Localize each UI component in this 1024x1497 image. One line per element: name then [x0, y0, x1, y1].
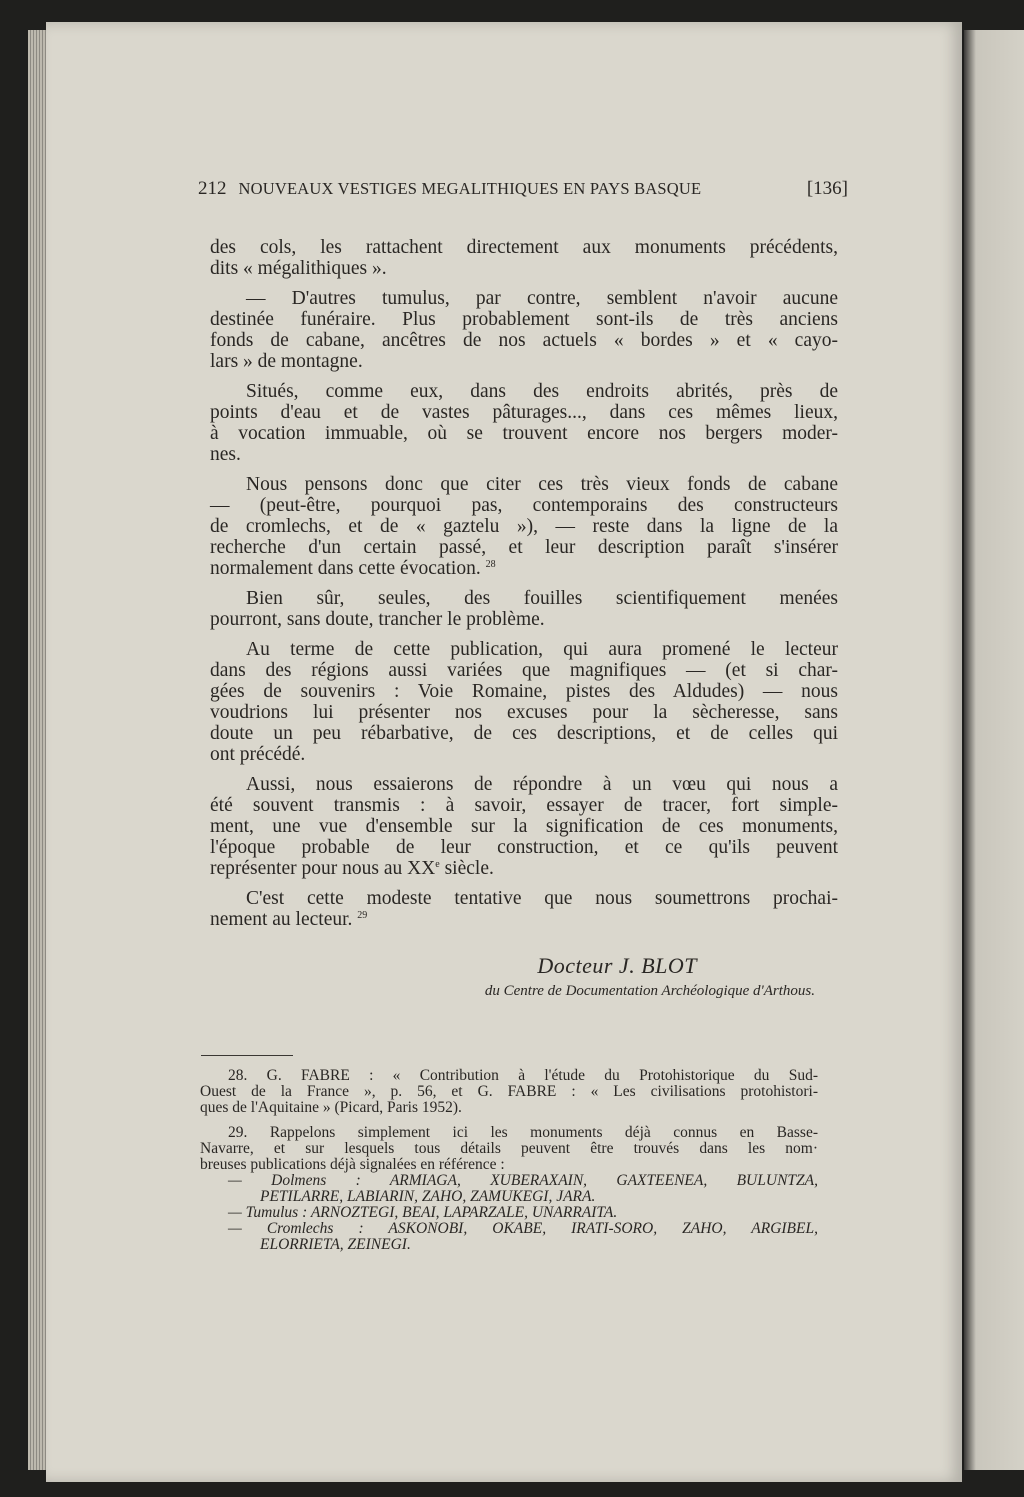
text-segment: nement au lecteur.: [210, 909, 358, 930]
paragraph: [210, 774, 838, 879]
footnotes: [200, 1068, 818, 1262]
footnote-line: 28. G. FABRE : « Contribution à l'étude du Protohistorique du Sud-: [228, 1067, 818, 1084]
text-segment: siècle.: [439, 858, 494, 879]
text-line: [210, 774, 838, 795]
text-segment: dits « mégalithiques ».: [210, 258, 387, 279]
text-line: [210, 474, 838, 495]
paragraph: [210, 639, 838, 765]
text-segment: destinée funéraire. Plus probablement sont-ils de très anciens: [210, 309, 838, 330]
text-segment: recherche d'un certain passé, et leur description paraît s'insérer: [210, 537, 838, 558]
text-line: [210, 888, 838, 909]
author-affiliation: du Centre de Documentation Archéologique d'Arthous.: [484, 983, 815, 999]
footnote-reference: e: [435, 859, 440, 870]
text-segment: à vocation immuable, où se trouvent encore nos bergers moder-: [210, 423, 838, 444]
text-segment: pourront, sans doute, trancher le problème.: [210, 609, 545, 630]
section-number: [136]: [806, 178, 848, 199]
paragraph: [210, 288, 838, 372]
paragraph: [210, 381, 838, 465]
footnote-line: ques de l'Aquitaine » (Picard, Paris 1952).: [200, 1099, 462, 1116]
text-line: [210, 288, 838, 309]
text-segment: voudrions lui présenter nos excuses pour la sècheresse, sans: [210, 702, 838, 723]
text-segment: représenter pour nous au XX: [210, 858, 436, 879]
footnote-line: ELORRIETA, ZEINEGI.: [260, 1236, 411, 1253]
footnote-line: Navarre, et sur lesquels tous détails peuvent être trouvés dans les nom·: [200, 1140, 818, 1157]
text-segment: des cols, les rattachent directement aux monuments précédents,: [210, 237, 838, 258]
page-stack-edges: [28, 30, 48, 1470]
facing-page-edge: [964, 30, 1024, 1470]
text-line: [210, 723, 838, 744]
text-segment: Situés, comme eux, dans des endroits abrités, près de: [246, 381, 838, 402]
text-segment: fonds de cabane, ancêtres de nos actuels « bordes » et « cayo-: [210, 330, 838, 351]
page-number: 212: [198, 178, 227, 199]
text-segment: été souvent transmis : à savoir, essayer de tracer, fort simple-: [210, 795, 838, 816]
text-line: [210, 909, 838, 930]
text-line: [210, 639, 838, 660]
text-line: [210, 858, 838, 879]
text-line: [210, 837, 838, 858]
paragraph: [210, 474, 838, 579]
text-segment: nes.: [210, 444, 241, 465]
footnote-line: breuses publications déjà signalées en référence :: [200, 1156, 505, 1173]
text-line: [210, 444, 838, 465]
text-segment: ment, une vue d'ensemble sur la signification de ces monuments,: [210, 816, 838, 837]
paragraph: [210, 237, 838, 279]
text-segment: gées de souvenirs : Voie Romaine, pistes des Aldudes) — nous: [210, 681, 838, 702]
text-segment: C'est cette modeste tentative que nous soumettrons prochai-: [246, 888, 838, 909]
text-line: [210, 558, 838, 579]
text-line: [210, 537, 838, 558]
text-segment: Nous pensons donc que citer ces très vieux fonds de cabane: [246, 474, 838, 495]
text-segment: Aussi, nous essaierons de répondre à un vœu qui nous a: [246, 774, 838, 795]
text-segment: de cromlechs, et de « gaztelu »), — reste dans la ligne de la: [210, 516, 838, 537]
text-line: [210, 258, 838, 279]
footnote-line: PETILARRE, LABIARIN, ZAHO, ZAMUKEGI, JARA.: [260, 1188, 596, 1205]
text-segment: lars » de montagne.: [210, 351, 363, 372]
text-segment: normalement dans cette évocation.: [210, 558, 486, 579]
text-line: [210, 237, 838, 258]
text-segment: l'époque probable de leur construction, et ce qu'ils peuvent: [210, 837, 838, 858]
footnote-line: — Cromlechs : ASKONOBI, OKABE, IRATI-SORO, ZAHO, ARGIBEL,: [228, 1220, 818, 1237]
footnote-separator: [201, 1055, 293, 1056]
text-segment: — D'autres tumulus, par contre, semblent n'avoir aucune: [246, 288, 838, 309]
text-line: [210, 681, 838, 702]
footnote: [200, 1068, 818, 1116]
text-segment: doute un peu rébarbative, de ces descriptions, et de celles qui: [210, 723, 838, 744]
author-name: Docteur J. BLOT: [537, 953, 697, 978]
text-line: [210, 309, 838, 330]
text-line: [210, 495, 838, 516]
footnote-reference: 28: [485, 559, 496, 570]
footnote-line: 29. Rappelons simplement ici les monuments déjà connus en Basse-: [228, 1124, 818, 1141]
text-line: [210, 402, 838, 423]
main-text: [210, 237, 838, 939]
footnote-reference: 29: [357, 910, 368, 921]
text-line: [210, 816, 838, 837]
text-line: [210, 351, 838, 372]
footnote: [200, 1125, 818, 1253]
running-title: NOUVEAUX VESTIGES MEGALITHIQUES EN PAYS BASQUE: [238, 179, 702, 198]
text-segment: — (peut-être, pourquoi pas, contemporains des constructeurs: [210, 495, 838, 516]
paragraph: [210, 888, 838, 930]
footnote-line: Ouest de la France », p. 56, et G. FABRE : « Les civilisations protohistori-: [200, 1083, 818, 1100]
text-segment: Bien sûr, seules, des fouilles scientifiquement menées: [246, 588, 838, 609]
text-segment: points d'eau et de vastes pâturages..., dans ces mêmes lieux,: [210, 402, 838, 423]
text-line: [210, 795, 838, 816]
text-segment: ont précédé.: [210, 744, 306, 765]
footnote-line: — Tumulus : ARNOZTEGI, BEAI, LAPARZALE, UNARRAITA.: [228, 1204, 618, 1221]
text-line: [210, 609, 838, 630]
text-segment: Au terme de cette publication, qui aura promené le lecteur: [246, 639, 838, 660]
text-line: [210, 588, 838, 609]
text-line: [210, 516, 838, 537]
text-line: [210, 330, 838, 351]
text-line: [210, 381, 838, 402]
footnote-line: — Dolmens : ARMIAGA, XUBERAXAIN, GAXTEENEA, BULUNTZA,: [228, 1172, 818, 1189]
paragraph: [210, 588, 838, 630]
text-line: [210, 702, 838, 723]
text-line: [210, 744, 838, 765]
text-segment: dans des régions aussi variées que magnifiques — (et si char-: [210, 660, 838, 681]
text-line: [210, 423, 838, 444]
running-header: [198, 178, 848, 200]
text-line: [210, 660, 838, 681]
